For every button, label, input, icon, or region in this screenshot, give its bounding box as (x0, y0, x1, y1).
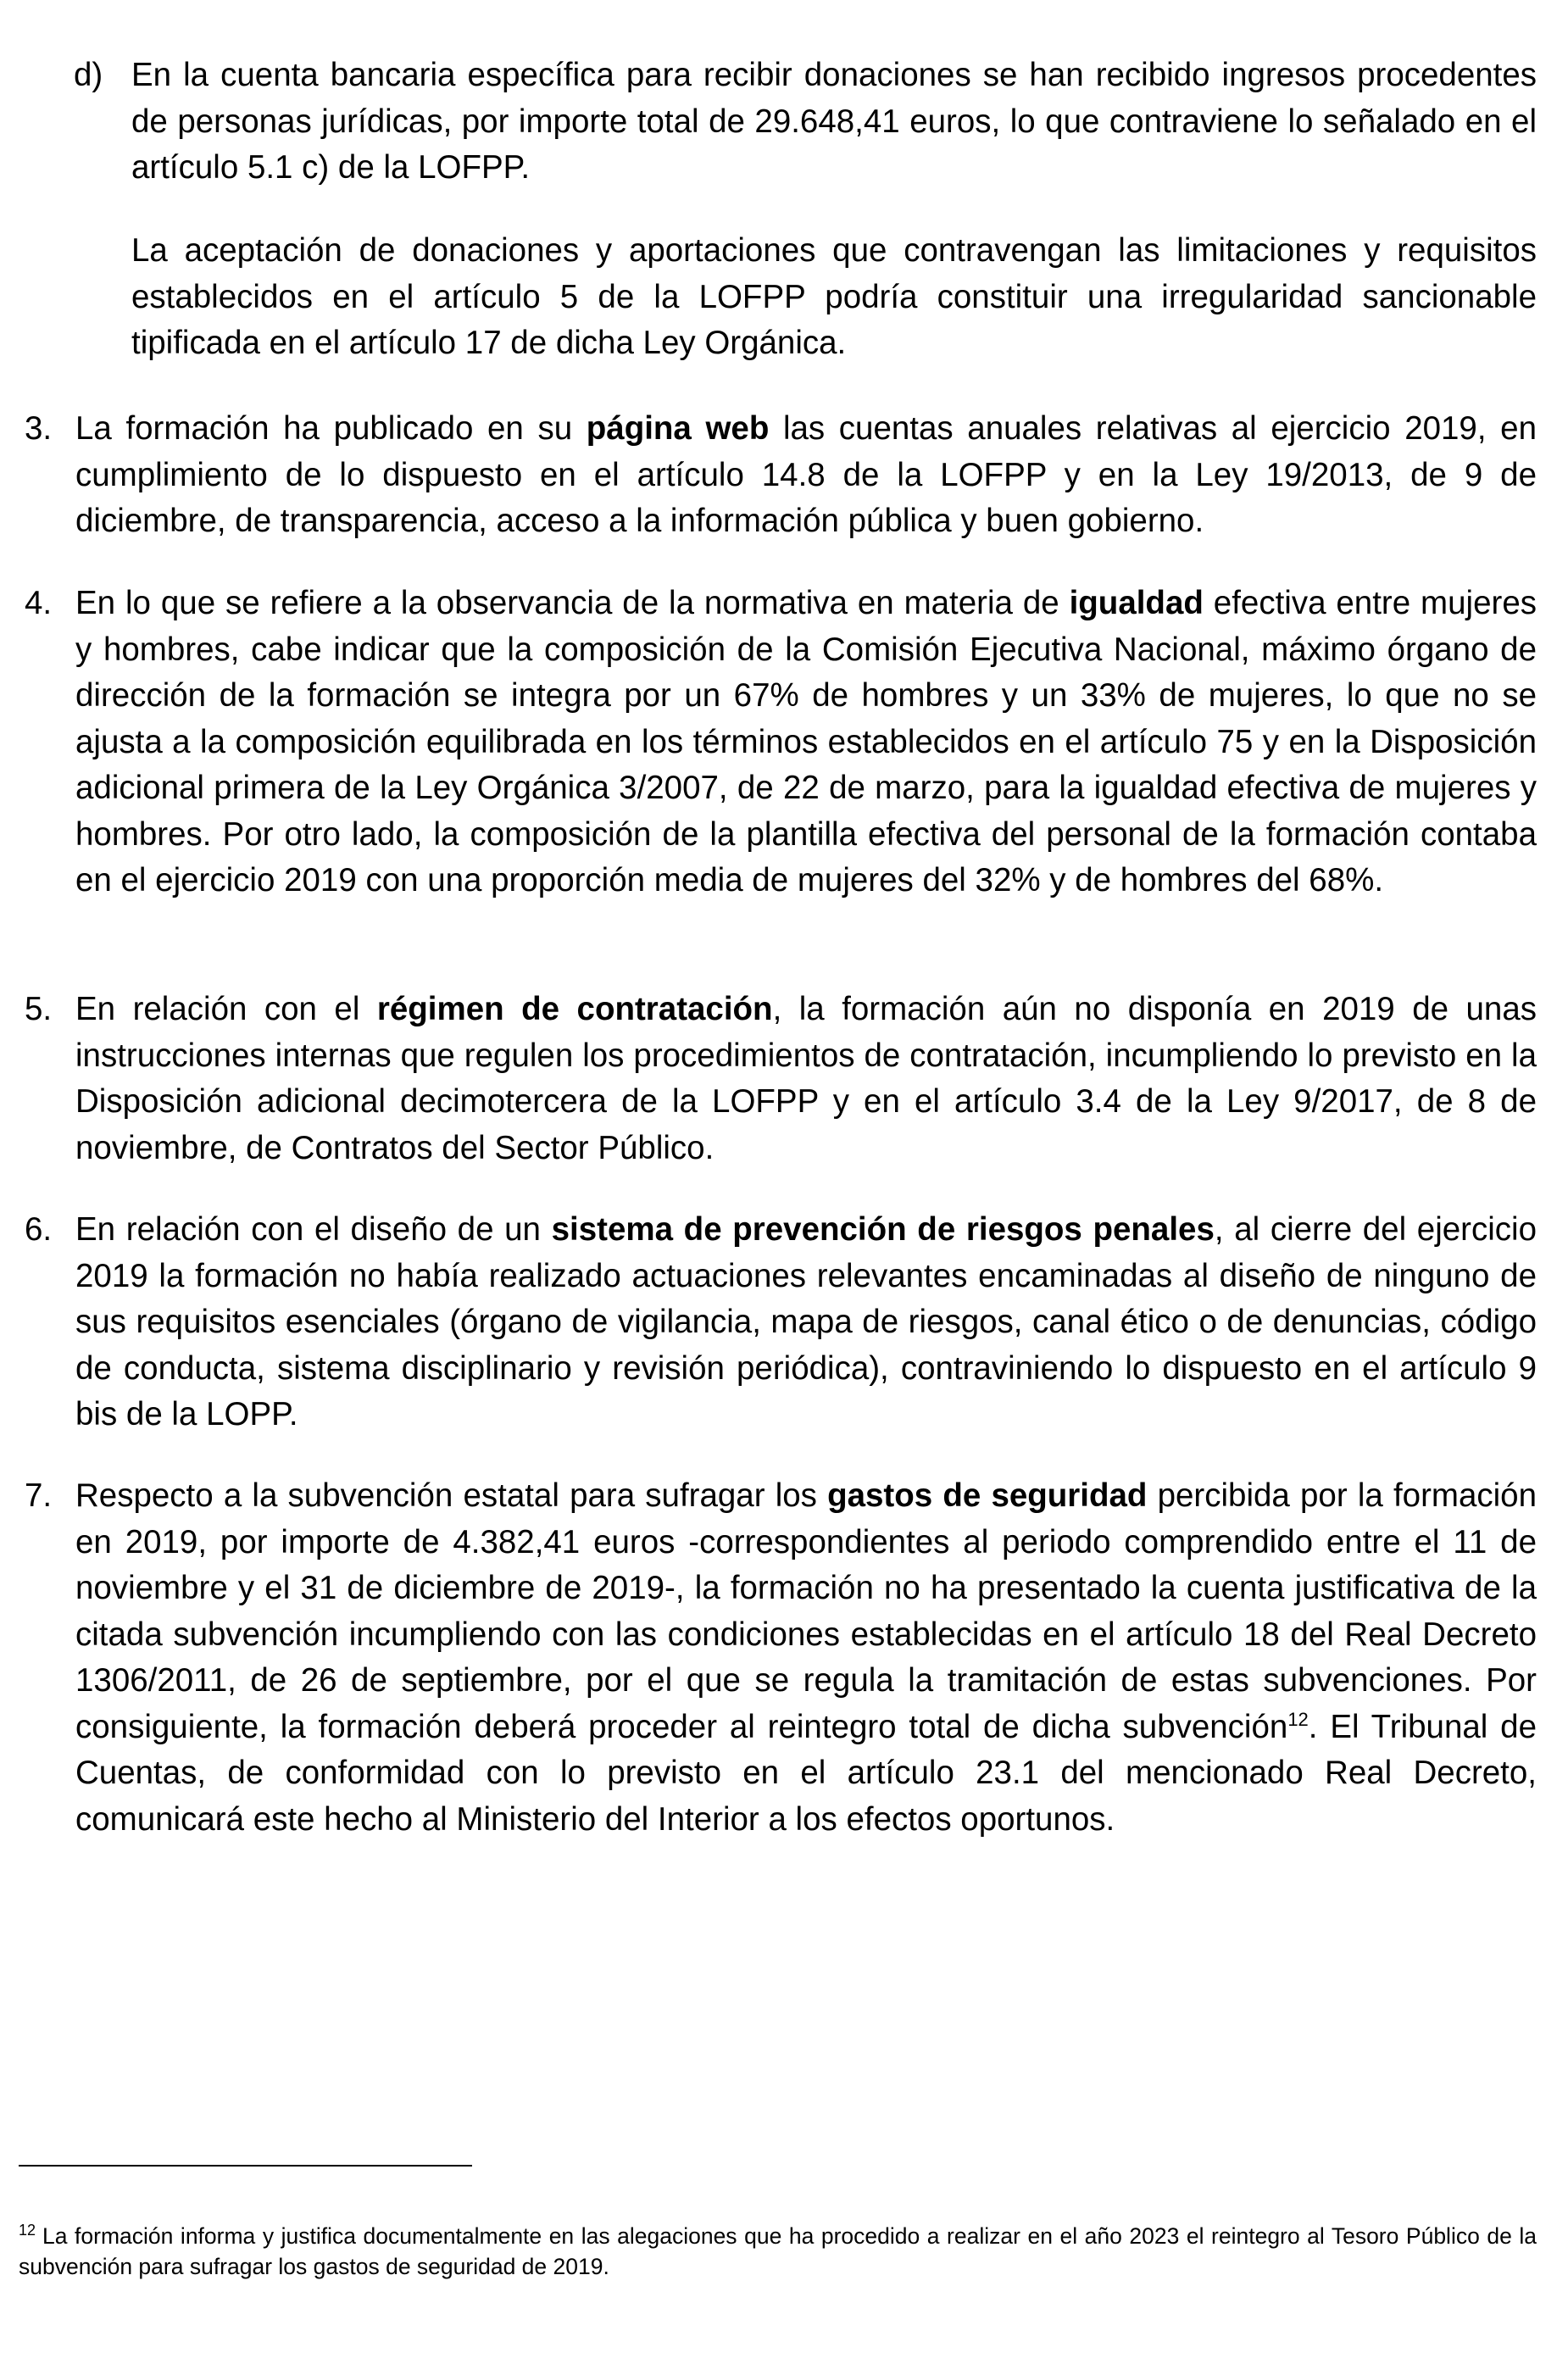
bold-term: igualdad (1069, 585, 1204, 621)
text-run: efectiva entre mujeres y hombres, cabe indicar que la composición de la Comisión Ejecutiva Nacional, máximo órgano de dirección de la formación se integra por un 67% de hombres y un 33% de mujeres, lo que no se ajusta a la composición equilibrada en los términos establecidos en el artículo 75 y en la Disposición adicional primera de la Ley Orgánica 3/2007, de 22 de marzo, para la igualdad efectiva de mujeres y hombres. Por otro lado, la composición de la plantilla efectiva del personal de la formación contaba en el ejercicio 2019 con una proporción media de mujeres del 32% y de hombres del 68%. (75, 585, 1537, 898)
footnote (19, 2221, 1537, 2282)
list-item-5 (25, 987, 1537, 1171)
list-number: 5. (25, 991, 53, 1027)
list-item-7 (25, 1473, 1537, 1843)
text-run: En relación con el diseño de un (75, 1211, 552, 1248)
bold-term: régimen de contratación (376, 991, 773, 1027)
paragraph-text (75, 1473, 1537, 1843)
text-run: percibida por la formación en 2019, por importe de 4.382,41 euros -correspondientes al periodo comprendido entre el 11 de noviembre y el 31 de diciembre de 2019-, la formación no ha presentado la cuenta justificativa de la citada subvención incumpliendo con las condiciones establecidas en el artículo 18 del Real Decreto 1306/2011, de 26 de septiembre, por el que se regula la tramitación de estas subvenciones. Por consiguiente, la formación deberá proceder al reintegro total de dicha subvención (75, 1477, 1537, 1745)
paragraph-text (75, 987, 1537, 1171)
paragraph-text: En la cuenta bancaria específica para recibir donaciones se han recibido ingresos procedentes de personas jurídicas, por importe total de 29.648,41 euros, lo que contraviene lo señalado en el artículo 5.1 c) de la LOFPP. (131, 57, 1537, 186)
list-item-3 (25, 406, 1537, 545)
text-run: las cuentas anuales relativas al ejercicio 2019, en cumplimiento de lo dispuesto en el artículo 14.8 de la LOFPP y en la Ley 19/2013, de 9 de diciembre, de transparencia, acceso a la información pública y buen gobierno. (75, 410, 1537, 539)
paragraph-text (75, 1207, 1537, 1438)
list-item-6 (25, 1207, 1537, 1438)
list-item-d-note (131, 228, 1537, 367)
footnote-text: La formación informa y justifica documentalmente en las alegaciones que ha procedido a realizar en el año 2023 el reintegro al Tesoro Público de la subvención para sufragar los gastos de seguridad de 2019. (19, 2223, 1537, 2279)
list-number: 3. (25, 410, 53, 447)
list-marker: d) (74, 57, 103, 93)
list-number: 4. (25, 585, 53, 621)
footnote-separator (19, 2165, 472, 2167)
text-run: En relación con el (75, 991, 377, 1027)
text-run: La formación ha publicado en su (75, 410, 587, 447)
paragraph-text: La aceptación de donaciones y aportaciones que contravengan las limitaciones y requisitos establecidos en el artículo 5 de la LOFPP podría constituir una irregularidad sancionable tipificada en el artículo 17 de dicha Ley Orgánica. (131, 232, 1537, 361)
paragraph-text (75, 406, 1537, 545)
paragraph-text (75, 581, 1537, 904)
text-run: , la formación aún no disponía en 2019 de unas instrucciones internas que regulen los procedimientos de contratación, incumpliendo lo previsto en la Disposición adicional decimotercera de la LOFPP y en el artículo 3.4 de la Ley 9/2017, de 8 de noviembre, de Contratos del Sector Público. (75, 991, 1537, 1166)
footnote-reference[interactable]: 12 (1287, 1708, 1309, 1730)
text-run: , al cierre del ejercicio 2019 la formación no había realizado actuaciones relevantes encaminadas al diseño de ninguno de sus requisitos esenciales (órgano de vigilancia, mapa de riesgos, canal ético o de denuncias, código de conducta, sistema disciplinario y revisión periódica), contraviniendo lo dispuesto en el artículo 9 bis de la LOPP. (75, 1211, 1537, 1432)
bold-term: sistema de prevención de riesgos penales (551, 1211, 1215, 1248)
list-number: 7. (25, 1477, 53, 1514)
text-run: Respecto a la subvención estatal para sufragar los (75, 1477, 828, 1514)
footnote-number: 12 (19, 2222, 36, 2239)
list-item-d (74, 53, 1537, 192)
list-item-4 (25, 581, 1537, 904)
text-run: . El Tribunal de Cuentas, de conformidad con lo previsto en el artículo 23.1 del mencionado Real Decreto, comunicará este hecho al Ministerio del Interior a los efectos oportunos. (75, 1708, 1537, 1838)
bold-term: gastos de seguridad (827, 1477, 1148, 1514)
bold-term: página web (586, 410, 770, 447)
list-number: 6. (25, 1211, 53, 1248)
text-run: En lo que se refiere a la observancia de la normativa en materia de (75, 585, 1070, 621)
